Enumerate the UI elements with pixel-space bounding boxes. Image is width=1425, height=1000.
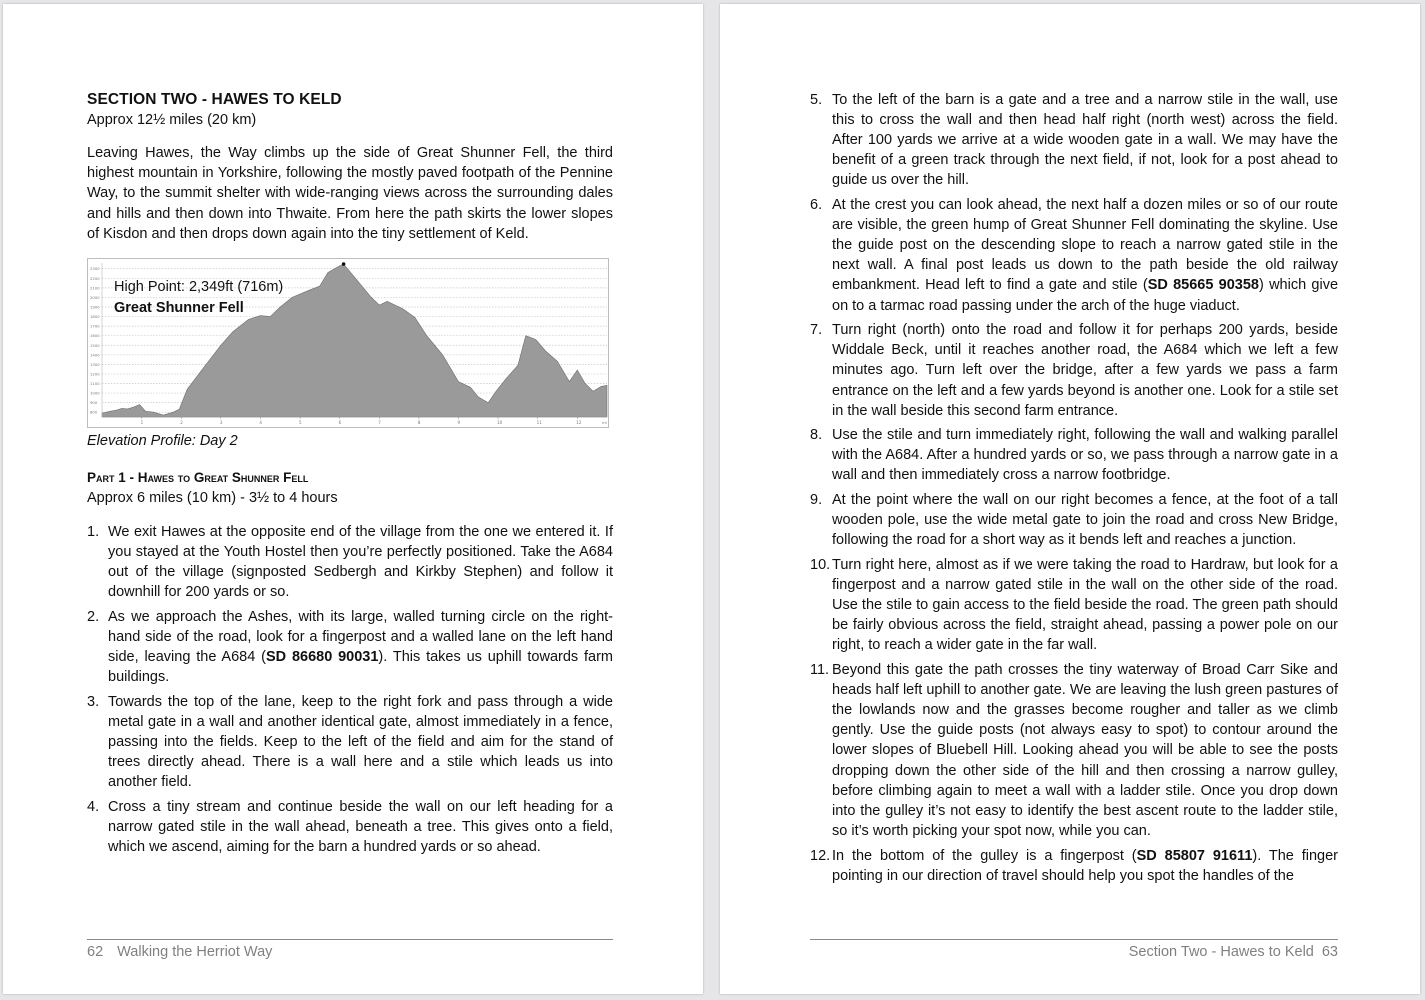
step-number: 12. <box>810 847 831 864</box>
step-number: 9. <box>810 492 823 509</box>
step-text: Use the stile and turn immediately right, following the wall and walking parallel with the A684. After a hundred yards or so, we pass through a narrow gate in a wall and then immediately cross a narrow footbridge. <box>832 427 1338 484</box>
y-tick-label: 900 <box>90 400 98 406</box>
x-tick-label: 9 <box>457 420 461 426</box>
y-tick-label: 1900 <box>90 304 100 310</box>
route-step-8 <box>810 425 1338 485</box>
step-number: 2. <box>87 608 100 625</box>
step-number: 6. <box>810 197 823 214</box>
step-text: In the bottom of the gulley is a fingerpost ( <box>832 847 1137 864</box>
step-number: 7. <box>810 322 823 339</box>
y-tick-label: 1600 <box>90 333 100 339</box>
y-tick-label: 1300 <box>90 361 100 367</box>
x-tick-label: 8 <box>417 420 421 426</box>
x-tick-label: 3 <box>219 420 223 426</box>
x-tick-label: 4 <box>259 420 262 426</box>
x-tick-label: 2 <box>180 420 183 426</box>
left-page-content <box>87 90 613 862</box>
y-tick-label: 1200 <box>90 371 100 377</box>
y-tick-label: 2000 <box>90 294 100 300</box>
step-number: 1. <box>87 524 100 541</box>
x-tick-label: 10 <box>497 420 503 426</box>
x-tick-label: 7 <box>378 420 381 426</box>
book-title: Walking the Herriot Way <box>117 944 273 960</box>
route-step-6 <box>810 195 1338 316</box>
y-tick-label: 1100 <box>90 381 100 387</box>
step-text: ). This takes us uphill towards farm buildings. <box>108 649 614 686</box>
route-step-9 <box>810 490 1338 550</box>
footer-divider <box>87 939 613 940</box>
high-point-marker <box>342 262 346 266</box>
step-text: Beyond this gate the path crosses the tiny waterway of Broad Carr Sike and heads half left uphill to another gate. We are leaving the lush green pastures of the lowlands now and the grasses become rougher and taller as we climb gently. Use the guide posts (not always easy to spot) to contour around the lower slopes of Bluebell Hill. Looking ahead you will be able to see the posts dropping down the other side of the hill and then crossing a narrow gulley, before climbing again to meet a wall with a ladder stile. Once you drop down into the gulley it’s not easy to identify the best ascent route to the ladder stile, so it’s worth picking your spot now, while you can. <box>832 662 1338 839</box>
y-tick-label: 1500 <box>90 342 100 348</box>
section-running-title: Section Two - Hawes to Keld <box>1128 944 1314 960</box>
high-point-label: High Point: 2,349ft (716m) <box>114 279 284 296</box>
section-title: SECTION TWO - HAWES TO KELD <box>87 91 342 108</box>
step-number: 10. <box>810 557 831 574</box>
step-number: 5. <box>810 92 823 108</box>
route-step-7 <box>810 320 1338 420</box>
route-step-1 <box>87 522 613 602</box>
step-text: Towards the top of the lane, keep to the right fork and pass through a wide metal gate in a wall and another identical gate, almost immediately in a fence, passing into the fields. Keep to the left of the field and aim for the stand of trees directly ahead. There is a wall here and a stile which leads us into another field. <box>108 693 613 791</box>
section-intro: Leaving Hawes, the Way climbs up the side of Great Shunner Fell, the third highest mountain in Yorkshire, following the mostly paved footpath of the Pennine Way, to the summit shelter with wide-ranging views across the surrounding dales and hills and then down into Thwaite. From here the path skirts the lower slopes of Kisdon and then drops down again into the tiny settlement of Keld. <box>87 145 613 242</box>
part-title: Part 1 - Hawes to Great Shunner Fell <box>87 470 309 486</box>
section-distance: Approx 12½ miles (20 km) <box>87 112 257 128</box>
x-tick-label: 1 <box>140 420 144 426</box>
route-steps-list <box>810 90 1338 886</box>
elevation-profile-chart <box>87 258 609 428</box>
page-number: 63 <box>1321 944 1338 960</box>
step-text: At the crest you can look ahead, the next half a dozen miles or so of our route are visible, the green hump of Great Shunner Fell dominating the skyline. Use the guide post on the descending slope to reach a narrow gated stile in the next wall. A final post leads us down to the path beside the old railway embankment. Head left to find a gate and stile ( <box>832 197 1338 294</box>
route-step-10 <box>810 555 1338 655</box>
route-step-4 <box>87 797 613 857</box>
y-tick-label: 1400 <box>90 352 100 358</box>
step-text: At the point where the wall on our right becomes a fence, at the foot of a tall wooden pole, use the wide metal gate to join the road and cross New Bridge, following the road for a short way as it bends left and reaches a junction. <box>832 492 1338 549</box>
figure-caption: Elevation Profile: Day 2 <box>87 433 238 450</box>
step-text: ). The finger pointing in our direction of travel should help you spot the handles of the <box>832 847 1338 884</box>
step-text: As we approach the Ashes, with its large, walled turning circle on the right-hand side of the road, look for a fingerpost and a walled lane on the left hand side, leaving the A684 ( <box>108 608 613 666</box>
step-number: 3. <box>87 693 100 710</box>
right-page-content <box>810 90 1338 890</box>
step-number: 8. <box>810 427 823 444</box>
step-text: ) which give on to a tarmac road passing under the arch of the huge viaduct. <box>832 277 1339 314</box>
route-step-12 <box>810 846 1338 886</box>
grid-reference: SD 86680 90031 <box>265 649 379 666</box>
y-tick-label: 1800 <box>90 314 100 320</box>
right-page <box>720 4 1420 994</box>
page-number: 62 <box>87 944 104 960</box>
step-text: We exit Hawes at the opposite end of the village from the one we entered it. If you stayed at the Youth Hostel then you’re perfectly positioned. Take the A684 out of the village (signposted Sedbergh and Kirkby Stephen) and follow it downhill for 200 yards or so. <box>108 524 613 601</box>
step-text: Cross a tiny stream and continue beside the wall on our left heading for a narrow gated stile in the wall ahead, beneath a tree. This gives onto a field, which we ascend, aiming for the barn a hundred yards or so ahead. <box>108 799 613 856</box>
x-tick-label: 5 <box>299 420 302 426</box>
grid-reference: SD 85665 90358 <box>1147 277 1259 294</box>
route-step-2 <box>87 607 613 687</box>
x-tick-label: 12 <box>576 420 582 426</box>
route-step-3 <box>87 692 613 792</box>
grid-reference: SD 85807 91611 <box>1136 847 1253 864</box>
step-number: 11. <box>810 662 830 679</box>
y-tick-label: 800 <box>90 409 98 415</box>
route-steps-list <box>87 522 613 857</box>
y-tick-label: 2200 <box>90 275 100 281</box>
left-page <box>3 4 703 994</box>
step-text: Turn right (north) onto the road and follow it for perhaps 200 yards, beside Widdale Beck, until it reaches another road, the A684 which we left a few minutes ago. Turn left over the bridge, after a few yards we pass a farm entrance on the left and a few yards beyond is another one. Look for a stile set in the wall beside this second farm entrance. <box>832 322 1338 419</box>
high-point-name: Great Shunner Fell <box>114 300 244 317</box>
route-step-11 <box>810 660 1338 841</box>
step-text: Turn right here, almost as if we were taking the road to Hardraw, but look for a fingerpost and a narrow gated stile in the wall on the other side of the road. Use the stile to gain access to the field beside the road. The green path should be fairly obvious across the field, straight ahead, passing a power pole on our right, to reach a wider gate in the far wall. <box>832 557 1338 654</box>
step-number: 4. <box>87 799 100 816</box>
x-tick-label: 11 <box>536 420 542 426</box>
y-tick-label: 2300 <box>90 266 100 272</box>
x-tick-label: 6 <box>338 420 342 426</box>
y-tick-label: 1000 <box>90 390 100 396</box>
left-footer <box>87 944 272 960</box>
part-distance: Approx 6 miles (10 km) - 3½ to 4 hours <box>87 490 338 507</box>
right-footer <box>1129 944 1338 960</box>
footer-divider <box>810 939 1338 940</box>
y-tick-label: 1700 <box>90 323 100 329</box>
route-step-5 <box>810 90 1338 190</box>
step-text: To the left of the barn is a gate and a tree and a narrow stile in the wall, use this to cross the wall and then head half right (north west) across the field. After 100 yards we arrive at a wide wooden gate in a wall. We may have the benefit of a green track through the next field, if not, look for a post ahead to guide us over the hill. <box>832 92 1338 189</box>
x-unit-label: mi <box>602 420 607 426</box>
y-tick-label: 2100 <box>90 285 100 291</box>
